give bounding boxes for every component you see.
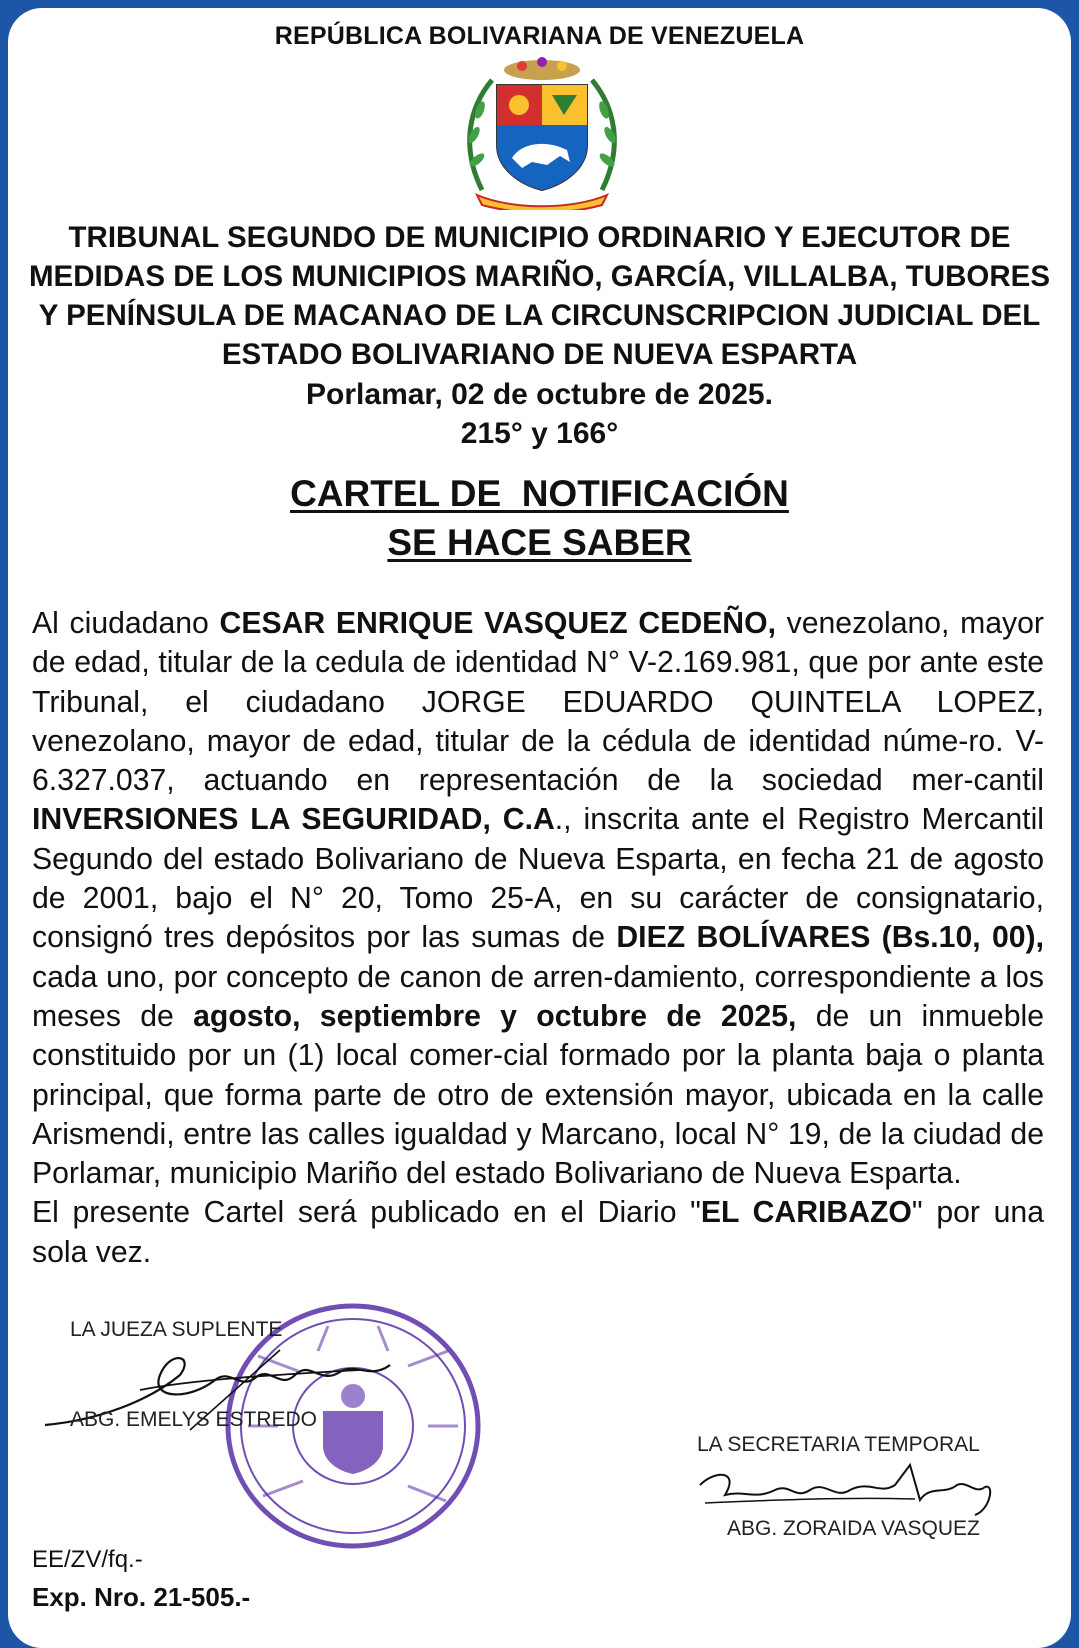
body-text: cada uno, por concepto de canon de arren-damiento, correspondiente a los meses de (32, 960, 1044, 1033)
case-number: Exp. Nro. 21-505.- (32, 1582, 251, 1612)
years-line: 215° y 166° (460, 417, 619, 450)
body-text: venezolano, mayor de edad, titular de la cedula de identidad N° V-2.169.981, que por ante este Tribunal, el ciudadano JORGE EDUARDO QUINTELA LOPEZ, venezolano, mayor de edad, titular de la cédula de identidad núme-ro. V-6.327.037, actuando en representación de la sociedad mer-cantil (32, 607, 1044, 798)
body-text: " por una sola vez. (32, 1196, 1044, 1269)
date-line: Porlamar, 02 de octubre de 2025. (306, 378, 773, 411)
notice-subtitle: SE HACE SABER (387, 522, 692, 563)
country-heading: REPÚBLICA BOLIVARIANA DE VENEZUELA (274, 22, 805, 50)
body-text: ., inscrita ante el Registro Mercantil Segundo del estado Bolivariano de Nueva Esparta, en fecha 21 de agosto de 2001, bajo el N° 20, Tomo 25-A, en su carácter de consignatario, consignó tres depósitos por las sumas de (32, 803, 1044, 955)
newspaper-name: EL CARIBAZO (700, 1196, 912, 1230)
notice-title: CARTEL DE NOTIFICACIÓN (290, 473, 789, 514)
court-line: MEDIDAS DE LOS MUNICIPIOS MARIÑO, GARCÍA, VILLALBA, TUBORES (28, 260, 1051, 293)
secretary-name: ABG. ZORAIDA VASQUEZ (727, 1517, 980, 1540)
body-text: de un inmueble constituido por un (1) local comer-cial formado por la planta baja o planta principal, que forma parte de otro de extensión mayor, ubicada en la calle Arismendi, entre las calles igualdad y Marcano, local N° 19, de la ciudad de Porlamar, municipio Mariño del estado Bolivariano de Nueva Esparta. (32, 999, 1045, 1191)
court-name (28, 218, 1051, 374)
coat-of-arms-emblem (452, 50, 632, 210)
notice-body (32, 604, 1044, 1272)
document-initials: EE/ZV/fq.- (32, 1546, 143, 1573)
recipient-name: CESAR ENRIQUE VASQUEZ CEDEÑO, (219, 607, 776, 640)
judge-name: ABG. EMELYS ESTREDO (70, 1408, 318, 1431)
court-line: TRIBUNAL SEGUNDO DE MUNICIPIO ORDINARIO Y EJECUTOR DE (68, 221, 1011, 254)
months-text: agosto, septiembre y octubre de 2025, (193, 999, 797, 1033)
judge-title: LA JUEZA SUPLENTE (70, 1318, 283, 1341)
body-text: El presente Cartel será publicado en el Diario " (32, 1196, 701, 1230)
company-name: INVERSIONES LA SEGURIDAD, C.A (32, 803, 555, 837)
court-line: ESTADO BOLIVARIANO DE NUEVA ESPARTA (221, 338, 858, 371)
body-text: Al ciudadano (32, 607, 220, 640)
secretary-title: LA SECRETARIA TEMPORAL (697, 1433, 980, 1456)
court-line: Y PENÍNSULA DE MACANAO DE LA CIRCUNSCRIPCION JUDICIAL DEL (38, 299, 1041, 332)
amount-text: DIEZ BOLÍVARES (Bs.10, 00), (616, 921, 1044, 955)
secretary-signature (695, 1455, 1015, 1525)
